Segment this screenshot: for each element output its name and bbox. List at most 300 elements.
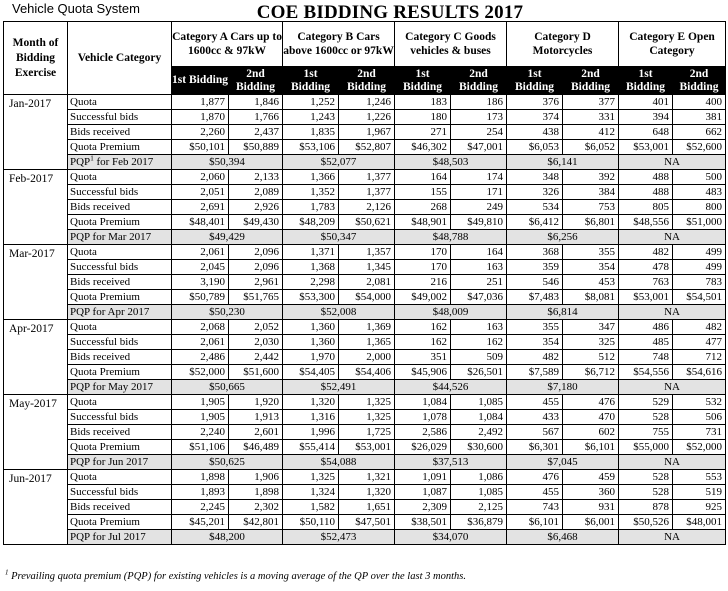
value-cell: 2,096 (229, 260, 283, 275)
value-cell: $53,106 (283, 140, 339, 155)
value-cell: 2,961 (229, 275, 283, 290)
table-row (4, 200, 726, 215)
value-cell: 2,089 (229, 185, 283, 200)
value-cell: 163 (451, 320, 507, 335)
bidding-header-2nd: 2nd Bidding (673, 67, 726, 95)
table-row (4, 320, 726, 335)
row-label-successful: Successful bids (68, 335, 172, 350)
value-cell: 376 (507, 95, 563, 110)
value-cell: $26,501 (451, 365, 507, 380)
pqp-row (4, 305, 726, 320)
value-cell: 2,133 (229, 170, 283, 185)
value-cell: $42,801 (229, 515, 283, 530)
table-row (4, 350, 726, 365)
value-cell: 1,967 (339, 125, 395, 140)
value-cell: $50,889 (229, 140, 283, 155)
value-cell: $7,483 (507, 290, 563, 305)
value-cell: 2,691 (172, 200, 229, 215)
value-cell: 2,126 (339, 200, 395, 215)
value-cell: 519 (673, 485, 726, 500)
value-cell: $51,600 (229, 365, 283, 380)
value-cell: 170 (395, 245, 451, 260)
value-cell: 2,926 (229, 200, 283, 215)
value-cell: 1,084 (451, 410, 507, 425)
value-cell: $49,430 (229, 215, 283, 230)
row-label-bids: Bids received (68, 350, 172, 365)
value-cell: 2,045 (172, 260, 229, 275)
value-cell: 483 (673, 185, 726, 200)
bidding-header-2nd: 2nd Bidding (451, 67, 507, 95)
value-cell: $46,489 (229, 440, 283, 455)
value-cell: 348 (507, 170, 563, 185)
pqp-value: $52,491 (283, 380, 395, 395)
row-label-quota: Quota (68, 320, 172, 335)
value-cell: 748 (619, 350, 673, 365)
table-row (4, 290, 726, 305)
pqp-value: $52,077 (283, 155, 395, 170)
value-cell: $54,405 (283, 365, 339, 380)
value-cell: 1,725 (339, 425, 395, 440)
row-label-bids: Bids received (68, 200, 172, 215)
value-cell: 1,246 (339, 95, 395, 110)
value-cell: 662 (673, 125, 726, 140)
value-cell: 2,061 (172, 245, 229, 260)
value-cell: 1,085 (451, 395, 507, 410)
row-label-successful: Successful bids (68, 260, 172, 275)
value-cell: 1,352 (283, 185, 339, 200)
category-e-header: Category E Open Category (619, 22, 726, 67)
value-cell: 1,898 (172, 470, 229, 485)
value-cell: 532 (673, 395, 726, 410)
value-cell: 249 (451, 200, 507, 215)
pqp-value: NA (619, 380, 726, 395)
value-cell: 2,000 (339, 350, 395, 365)
value-cell: 1,766 (229, 110, 283, 125)
value-cell: 1,846 (229, 95, 283, 110)
value-cell: 1,316 (283, 410, 339, 425)
value-cell: 216 (395, 275, 451, 290)
value-cell: 155 (395, 185, 451, 200)
pqp-value: $7,180 (507, 380, 619, 395)
value-cell: 800 (673, 200, 726, 215)
value-cell: 2,442 (229, 350, 283, 365)
value-cell: 476 (563, 395, 619, 410)
value-cell: 268 (395, 200, 451, 215)
table-row (4, 140, 726, 155)
value-cell: $54,501 (673, 290, 726, 305)
value-cell: $6,301 (507, 440, 563, 455)
pqp-row (4, 230, 726, 245)
value-cell: 528 (619, 485, 673, 500)
value-cell: $49,002 (395, 290, 451, 305)
value-cell: 173 (451, 110, 507, 125)
value-cell: $47,501 (339, 515, 395, 530)
value-cell: 925 (673, 500, 726, 515)
month-cell: Apr-2017 (4, 320, 68, 395)
value-cell: 753 (563, 200, 619, 215)
row-label-bids: Bids received (68, 125, 172, 140)
value-cell: 1,357 (339, 245, 395, 260)
value-cell: 2,586 (395, 425, 451, 440)
value-cell: $47,036 (451, 290, 507, 305)
value-cell: 251 (451, 275, 507, 290)
value-cell: 374 (507, 110, 563, 125)
row-label-successful: Successful bids (68, 485, 172, 500)
value-cell: 1,086 (451, 470, 507, 485)
value-cell: $6,412 (507, 215, 563, 230)
value-cell: 648 (619, 125, 673, 140)
value-cell: 602 (563, 425, 619, 440)
value-cell: $7,589 (507, 365, 563, 380)
value-cell: 455 (507, 395, 563, 410)
table-row (4, 185, 726, 200)
pqp-row (4, 530, 726, 545)
table-row (4, 425, 726, 440)
pqp-value: $50,625 (172, 455, 283, 470)
value-cell: 1,870 (172, 110, 229, 125)
value-cell: 488 (619, 185, 673, 200)
value-cell: 351 (395, 350, 451, 365)
value-cell: 755 (619, 425, 673, 440)
value-cell: 162 (395, 320, 451, 335)
value-cell: 459 (563, 470, 619, 485)
value-cell: $6,712 (563, 365, 619, 380)
category-a-header: Category A Cars up to 1600cc & 97kW (172, 22, 283, 67)
category-c-header: Category C Goods vehicles & buses (395, 22, 507, 67)
pqp-value: $52,473 (283, 530, 395, 545)
value-cell: 1,320 (339, 485, 395, 500)
value-cell: $53,300 (283, 290, 339, 305)
value-cell: 2,601 (229, 425, 283, 440)
row-label-successful: Successful bids (68, 185, 172, 200)
value-cell: $53,001 (619, 140, 673, 155)
value-cell: 164 (451, 245, 507, 260)
value-cell: 368 (507, 245, 563, 260)
category-d-header: Category D Motorcycles (507, 22, 619, 67)
value-cell: 476 (507, 470, 563, 485)
pqp-value: $6,814 (507, 305, 619, 320)
value-cell: $53,001 (339, 440, 395, 455)
value-cell: $6,101 (563, 440, 619, 455)
footnote (5, 568, 466, 582)
value-cell: $47,001 (451, 140, 507, 155)
value-cell: 438 (507, 125, 563, 140)
month-cell: Feb-2017 (4, 170, 68, 245)
value-cell: 1,898 (229, 485, 283, 500)
value-cell: 712 (673, 350, 726, 365)
value-cell: 1,893 (172, 485, 229, 500)
pqp-label: PQP for May 2017 (68, 380, 172, 395)
value-cell: 500 (673, 170, 726, 185)
value-cell: 546 (507, 275, 563, 290)
value-cell: $53,001 (619, 290, 673, 305)
value-cell: 931 (563, 500, 619, 515)
system-title: Vehicle Quota System (12, 1, 140, 16)
value-cell: 2,245 (172, 500, 229, 515)
value-cell: 553 (673, 470, 726, 485)
pqp-label: PQP for Apr 2017 (68, 305, 172, 320)
pqp-value: NA (619, 455, 726, 470)
table-row (4, 470, 726, 485)
value-cell: 486 (619, 320, 673, 335)
value-cell: 1,360 (283, 335, 339, 350)
value-cell: 392 (563, 170, 619, 185)
footnote-mark: 1 (5, 568, 9, 577)
value-cell: 186 (451, 95, 507, 110)
row-label-premium: Quota Premium (68, 365, 172, 380)
value-cell: $55,414 (283, 440, 339, 455)
value-cell: 453 (563, 275, 619, 290)
value-cell: 1,377 (339, 185, 395, 200)
pqp-value: $50,347 (283, 230, 395, 245)
value-cell: 355 (507, 320, 563, 335)
value-cell: 1,835 (283, 125, 339, 140)
pqp-row (4, 455, 726, 470)
value-cell: $6,101 (507, 515, 563, 530)
month-cell: Jan-2017 (4, 95, 68, 170)
value-cell: 1,078 (395, 410, 451, 425)
value-cell: $30,600 (451, 440, 507, 455)
value-cell: $54,000 (339, 290, 395, 305)
value-cell: 783 (673, 275, 726, 290)
value-cell: 1,226 (339, 110, 395, 125)
bidding-header-2nd: 2nd Bidding (563, 67, 619, 95)
row-label-premium: Quota Premium (68, 140, 172, 155)
value-cell: 1,325 (339, 410, 395, 425)
value-cell: $51,000 (673, 215, 726, 230)
footnote-text: Prevailing quota premium (PQP) for existing vehicles is a moving average of the QP over the last 3 months. (11, 571, 466, 582)
table-row (4, 260, 726, 275)
value-cell: 482 (619, 245, 673, 260)
value-cell: 1,369 (339, 320, 395, 335)
table-row (4, 170, 726, 185)
table-row (4, 275, 726, 290)
value-cell: 878 (619, 500, 673, 515)
value-cell: 254 (451, 125, 507, 140)
value-cell: $50,789 (172, 290, 229, 305)
value-cell: 360 (563, 485, 619, 500)
value-cell: $6,001 (563, 515, 619, 530)
value-cell: 384 (563, 185, 619, 200)
pqp-value: $44,526 (395, 380, 507, 395)
pqp-value: $7,045 (507, 455, 619, 470)
value-cell: 1,252 (283, 95, 339, 110)
value-cell: 1,996 (283, 425, 339, 440)
value-cell: 354 (507, 335, 563, 350)
value-cell: $36,879 (451, 515, 507, 530)
value-cell: 347 (563, 320, 619, 335)
value-cell: $26,029 (395, 440, 451, 455)
row-label-successful: Successful bids (68, 110, 172, 125)
value-cell: 377 (563, 95, 619, 110)
value-cell: 271 (395, 125, 451, 140)
row-label-premium: Quota Premium (68, 290, 172, 305)
pqp-label: PQP for Mar 2017 (68, 230, 172, 245)
value-cell: 529 (619, 395, 673, 410)
pqp-value: $48,503 (395, 155, 507, 170)
value-cell: 163 (451, 260, 507, 275)
value-cell: $38,501 (395, 515, 451, 530)
value-cell: $52,807 (339, 140, 395, 155)
table-row (4, 215, 726, 230)
value-cell: 1,360 (283, 320, 339, 335)
value-cell: 1,365 (339, 335, 395, 350)
month-cell: Jun-2017 (4, 470, 68, 545)
value-cell: 1,377 (339, 170, 395, 185)
table-row (4, 395, 726, 410)
value-cell: 171 (451, 185, 507, 200)
value-cell: 470 (563, 410, 619, 425)
coe-results-table (3, 21, 726, 545)
value-cell: $50,621 (339, 215, 395, 230)
value-cell: $50,526 (619, 515, 673, 530)
value-cell: 2,486 (172, 350, 229, 365)
value-cell: 1,582 (283, 500, 339, 515)
value-cell: 1,091 (395, 470, 451, 485)
value-cell: $48,556 (619, 215, 673, 230)
value-cell: 506 (673, 410, 726, 425)
value-cell: $52,000 (673, 440, 726, 455)
value-cell: 2,096 (229, 245, 283, 260)
value-cell: 1,320 (283, 395, 339, 410)
value-cell: 1,970 (283, 350, 339, 365)
pqp-value: $54,088 (283, 455, 395, 470)
pqp-value: $48,200 (172, 530, 283, 545)
value-cell: 763 (619, 275, 673, 290)
value-cell: 1,345 (339, 260, 395, 275)
value-cell: 509 (451, 350, 507, 365)
value-cell: $6,052 (563, 140, 619, 155)
value-cell: 331 (563, 110, 619, 125)
value-cell: 162 (451, 335, 507, 350)
value-cell: 499 (673, 260, 726, 275)
value-cell: 183 (395, 95, 451, 110)
row-label-bids: Bids received (68, 500, 172, 515)
row-label-quota: Quota (68, 395, 172, 410)
pqp-value: $34,070 (395, 530, 507, 545)
value-cell: 1,371 (283, 245, 339, 260)
value-cell: $52,000 (172, 365, 229, 380)
pqp-value: $6,468 (507, 530, 619, 545)
value-cell: $50,101 (172, 140, 229, 155)
value-cell: 2,437 (229, 125, 283, 140)
value-cell: 326 (507, 185, 563, 200)
value-cell: 485 (619, 335, 673, 350)
value-cell: 1,905 (172, 410, 229, 425)
value-cell: $45,201 (172, 515, 229, 530)
value-cell: 1,087 (395, 485, 451, 500)
value-cell: 3,190 (172, 275, 229, 290)
value-cell: 1,877 (172, 95, 229, 110)
table-row (4, 110, 726, 125)
table-row (4, 365, 726, 380)
pqp-value: $49,429 (172, 230, 283, 245)
value-cell: $6,053 (507, 140, 563, 155)
value-cell: 164 (395, 170, 451, 185)
value-cell: 2,068 (172, 320, 229, 335)
table-row (4, 515, 726, 530)
pqp-value: $50,394 (172, 155, 283, 170)
pqp-value: $48,788 (395, 230, 507, 245)
table-row (4, 95, 726, 110)
value-cell: $55,000 (619, 440, 673, 455)
value-cell: 162 (395, 335, 451, 350)
value-cell: 1,913 (229, 410, 283, 425)
value-cell: 743 (507, 500, 563, 515)
page-title: COE BIDDING RESULTS 2017 (256, 2, 524, 23)
value-cell: 1,366 (283, 170, 339, 185)
value-cell: 2,125 (451, 500, 507, 515)
category-b-header: Category B Cars above 1600cc or 97kW (283, 22, 395, 67)
value-cell: 325 (563, 335, 619, 350)
value-cell: 512 (563, 350, 619, 365)
pqp-value: NA (619, 155, 726, 170)
value-cell: 1,783 (283, 200, 339, 215)
value-cell: 174 (451, 170, 507, 185)
bidding-header-1st: 1st Bidding (619, 67, 673, 95)
value-cell: 359 (507, 260, 563, 275)
value-cell: 2,492 (451, 425, 507, 440)
value-cell: $6,801 (563, 215, 619, 230)
value-cell: 534 (507, 200, 563, 215)
value-cell: 1,368 (283, 260, 339, 275)
table-row (4, 485, 726, 500)
pqp-value: $50,230 (172, 305, 283, 320)
value-cell: $48,001 (673, 515, 726, 530)
value-cell: 2,030 (229, 335, 283, 350)
pqp-value: $37,513 (395, 455, 507, 470)
table-row (4, 125, 726, 140)
value-cell: 2,052 (229, 320, 283, 335)
pqp-value: $6,256 (507, 230, 619, 245)
pqp-value: $48,009 (395, 305, 507, 320)
value-cell: 381 (673, 110, 726, 125)
vehicle-category-header: Vehicle Category (68, 22, 172, 95)
pqp-value: $6,141 (507, 155, 619, 170)
value-cell: 488 (619, 170, 673, 185)
value-cell: 2,302 (229, 500, 283, 515)
value-cell: 2,309 (395, 500, 451, 515)
value-cell: $48,401 (172, 215, 229, 230)
value-cell: 2,260 (172, 125, 229, 140)
pqp-value: $50,665 (172, 380, 283, 395)
bidding-header-2nd: 2nd Bidding (229, 67, 283, 95)
value-cell: 2,061 (172, 335, 229, 350)
value-cell: 1,325 (283, 470, 339, 485)
value-cell: 1,321 (339, 470, 395, 485)
row-label-premium: Quota Premium (68, 440, 172, 455)
pqp-label: PQP$^1$ for Feb 2017 (68, 155, 172, 170)
value-cell: 455 (507, 485, 563, 500)
value-cell: 433 (507, 410, 563, 425)
month-header: Month of Bidding Exercise (4, 22, 68, 95)
value-cell: 1,906 (229, 470, 283, 485)
value-cell: $8,081 (563, 290, 619, 305)
value-cell: 354 (563, 260, 619, 275)
table-row (4, 500, 726, 515)
value-cell: 1,085 (451, 485, 507, 500)
pqp-label: PQP for Jun 2017 (68, 455, 172, 470)
row-label-bids: Bids received (68, 275, 172, 290)
pqp-row (4, 380, 726, 395)
value-cell: 401 (619, 95, 673, 110)
value-cell: $48,901 (395, 215, 451, 230)
bidding-header-1st: 1st Bidding (172, 67, 229, 95)
pqp-value: NA (619, 305, 726, 320)
value-cell: 2,060 (172, 170, 229, 185)
row-label-quota: Quota (68, 245, 172, 260)
bidding-header-1st: 1st Bidding (507, 67, 563, 95)
